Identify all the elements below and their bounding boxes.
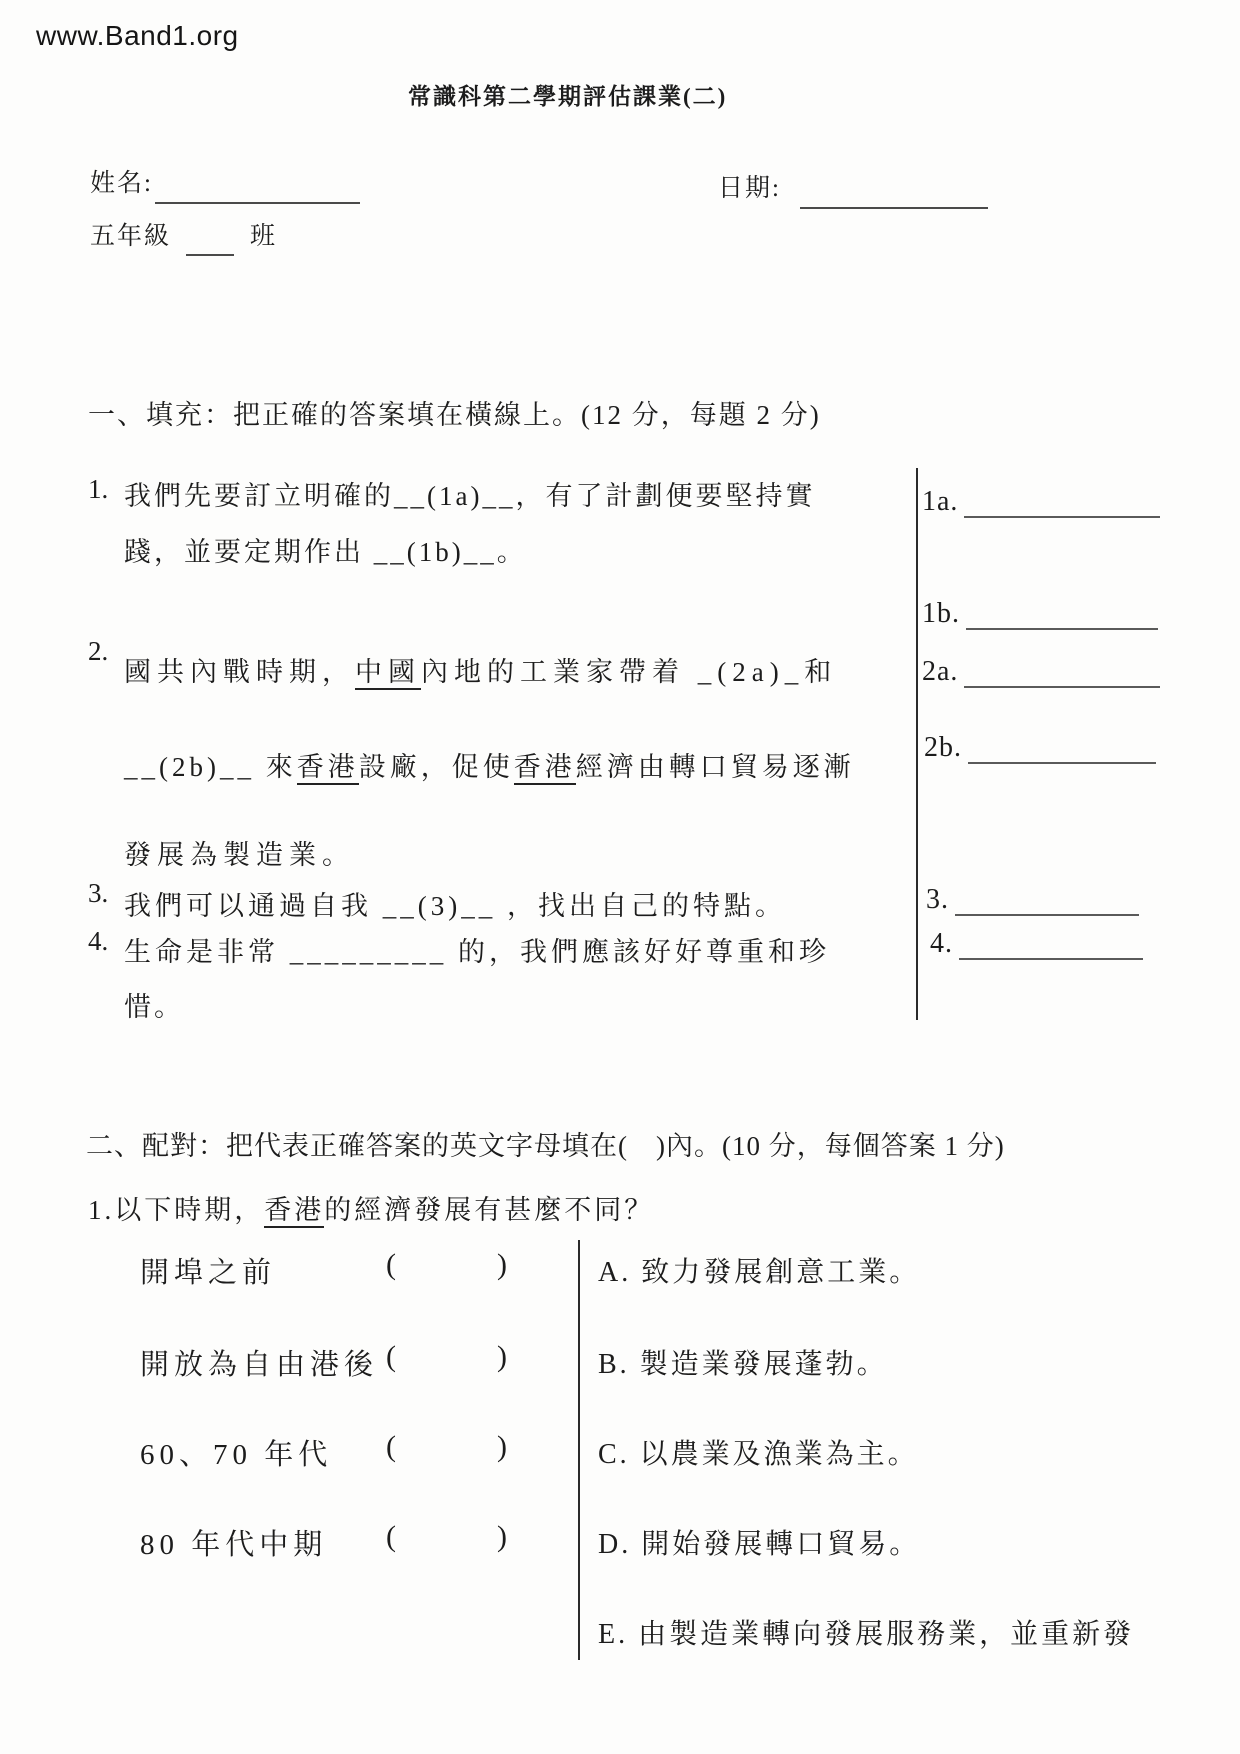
match-item-label: 60、70 年代 — [140, 1439, 333, 1471]
answer-label: 2b. — [924, 732, 962, 764]
answer-row — [922, 486, 1160, 518]
answer-paren-close: ) — [497, 1248, 507, 1281]
option-item: D. 開始發展轉口貿易。 — [598, 1529, 921, 1560]
options-column-divider — [578, 1240, 580, 1660]
answer-paren-close: ) — [497, 1430, 507, 1463]
answer-blank-line — [964, 486, 1160, 518]
page-title: 常識科第二學期評估課業(二) — [408, 84, 728, 109]
watermark-url: www.Band1.org — [36, 20, 239, 51]
question-line: 我們可以通過自我 __(3)__ ，找出自己的特點。 — [124, 891, 786, 921]
answer-paren-close: ) — [497, 1520, 507, 1553]
answer-paren-open: ( — [386, 1340, 396, 1373]
answer-label: 1a. — [922, 486, 959, 518]
question-number: 3. — [88, 878, 109, 908]
question-line: 惜。 — [124, 992, 184, 1022]
answer-blank-line — [959, 928, 1143, 960]
question-line: 生命是非常 _________ 的，我們應該好好尊重和珍 — [124, 937, 830, 967]
answer-column-divider — [916, 468, 918, 1020]
answer-paren-open: ( — [386, 1248, 396, 1281]
class-label: 班 — [250, 223, 278, 250]
match-item-label: 開放為自由港後 — [140, 1349, 379, 1381]
date-label: 日期: — [718, 175, 781, 202]
answer-row — [922, 598, 1158, 630]
question-line: 國共內戰時期，中國內地的工業家帶着 _(2a)_和 — [124, 650, 837, 689]
answer-row — [922, 656, 1160, 688]
section-one-heading: 一、填充：把正確的答案填在橫線上。(12 分，每題 2 分) — [88, 400, 821, 430]
question-line: __(2b)__ 來香港設廠，促使香港經濟由轉口貿易逐漸 — [124, 745, 855, 784]
question-number: 4. — [88, 926, 109, 956]
answer-row — [924, 732, 1156, 764]
answer-blank-line — [964, 656, 1160, 688]
matching-question: 1.以下時期，香港的經濟發展有甚麼不同？ — [88, 1188, 654, 1227]
answer-blank-line — [966, 598, 1158, 630]
question-line: 發展為製造業。 — [124, 840, 355, 870]
answer-paren-close: ) — [497, 1340, 507, 1373]
answer-label: 2a. — [922, 656, 959, 688]
answer-row — [930, 928, 1143, 960]
question-line: 踐，並要定期作出 __(1b)__。 — [124, 537, 527, 567]
option-item: A. 致力發展創意工業。 — [598, 1257, 921, 1288]
section-two-heading: 二、配對：把代表正確答案的英文字母填在( )內。(10 分，每個答案 1 分) — [86, 1131, 1005, 1161]
answer-row — [926, 884, 1139, 916]
option-item: C. 以農業及漁業為主。 — [598, 1439, 919, 1470]
question-number: 2. — [88, 636, 109, 666]
match-item-label: 80 年代中期 — [140, 1529, 328, 1561]
class-number-blank — [186, 222, 234, 256]
answer-label: 4. — [930, 928, 953, 960]
option-item: E. 由製造業轉向發展服務業，並重新發 — [598, 1619, 1135, 1650]
answer-blank-line — [955, 884, 1139, 916]
question-line: 我們先要訂立明確的__(1a)__，有了計劃便要堅持實 — [124, 481, 816, 511]
answer-blank-line — [968, 732, 1156, 764]
answer-label: 1b. — [922, 598, 960, 630]
name-blank — [155, 170, 360, 204]
answer-label: 3. — [926, 884, 949, 916]
grade-label: 五年級 — [90, 223, 172, 250]
question-number: 1. — [88, 474, 109, 504]
name-label: 姓名: — [90, 170, 153, 197]
match-item-label: 開埠之前 — [140, 1257, 277, 1289]
option-item: B. 製造業發展蓬勃。 — [598, 1349, 888, 1380]
date-blank — [800, 175, 988, 209]
answer-paren-open: ( — [386, 1430, 396, 1463]
answer-paren-open: ( — [386, 1520, 396, 1553]
